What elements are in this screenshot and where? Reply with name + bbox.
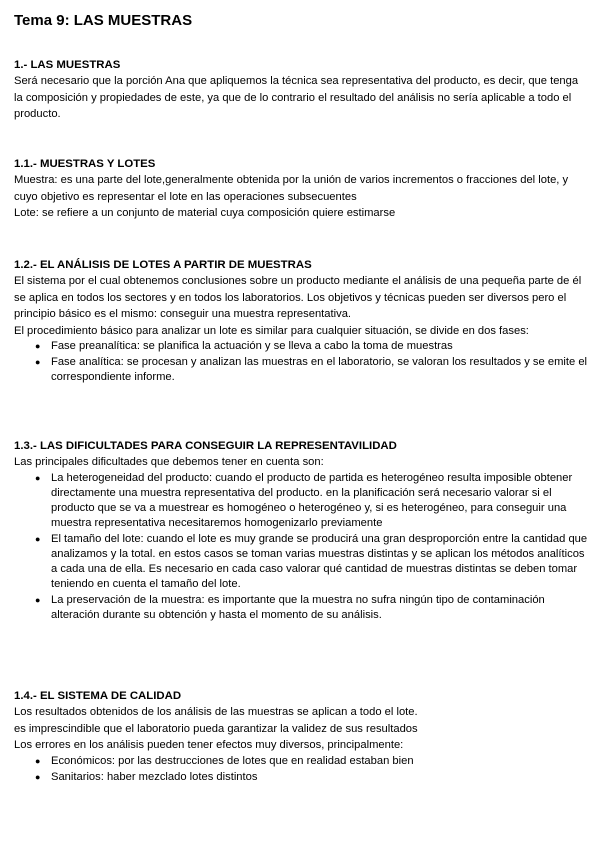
list-item [14, 770, 588, 785]
bullet-list [14, 339, 588, 385]
bullet-list [14, 471, 588, 623]
bullet-icon: ● [35, 341, 41, 351]
section-heading: 1.- LAS MUESTRAS [14, 59, 121, 71]
list-item [14, 471, 588, 531]
bullet-icon: ● [35, 357, 41, 367]
section-las-muestras [14, 57, 588, 123]
section-paragraph: Los resultados obtenidos de los análisis de las muestras se aplican a todo el lote. [14, 706, 418, 718]
document-title: Tema 9: LAS MUESTRAS [14, 12, 193, 29]
section-paragraph: Lote: se refiere a un conjunto de material cuya composición quiere estimarse [14, 207, 396, 219]
list-item-text: Sanitarios: haber mezclado lotes distintos [51, 770, 258, 783]
section-paragraph: es imprescindible que el laboratorio pueda garantizar la validez de sus resultados [14, 722, 418, 735]
section-paragraph: Los errores en los análisis pueden tener efectos muy diversos, principalmente: [14, 739, 404, 751]
section-dificultades [14, 438, 588, 624]
list-item-text: La heterogeneidad del producto: cuando el producto de partida es heterogéneo resulta imposible obtener directamente una muestra representativa del producto. en la planificación será necesario valorar si el producto que se va a muestrear es homogéneo o heterogéneo y, si es heterogéneo, para conseguir una muestra representativa necesitaremos homogenizarlo previamente [51, 471, 573, 529]
section-analisis-de-lotes [14, 257, 588, 386]
bullet-icon: ● [35, 771, 41, 782]
section-heading: 1.1.- MUESTRAS Y LOTES [14, 158, 156, 170]
bullet-icon: ● [35, 594, 41, 605]
list-item [14, 355, 588, 385]
section-heading: 1.4.- EL SISTEMA DE CALIDAD [14, 690, 182, 702]
section-paragraph: El sistema por el cual obtenemos conclusiones sobre un producto mediante el análisis de una pequeña parte de él se aplica en todos los sectores y en todos los laboratorios. Los objetivos y técnicas pueden ser diversos pero el principio básico es el mismo: conseguir una muestra representativa. [14, 275, 582, 320]
section-heading: 1.2.- EL ANÁLISIS DE LOTES A PARTIR DE MUESTRAS [14, 259, 312, 271]
section-heading: 1.3.- LAS DIFICULTADES PARA CONSEGUIR LA REPRESENTAVILIDAD [14, 440, 397, 452]
section-muestras-y-lotes [14, 156, 588, 222]
list-item-text: Económicos: por las destrucciones de lotes que en realidad estaban bien [51, 754, 414, 767]
bullet-list [14, 754, 588, 785]
list-item-text: Fase analítica: se procesan y analizan las muestras en el laboratorio, se valoran los resultados y se emite el correspondiente informe. [51, 356, 588, 383]
list-item [14, 532, 588, 592]
section-sistema-de-calidad [14, 688, 588, 786]
bullet-icon: ● [35, 533, 41, 544]
bullet-icon: ● [35, 755, 41, 766]
list-item-text: La preservación de la muestra: es importante que la muestra no sufra ningún tipo de contaminación alteración durante su obtención y hasta el momento de su análisis. [51, 593, 545, 621]
section-paragraph: Las principales dificultades que debemos tener en cuenta son: [14, 456, 324, 468]
list-item-text: Fase preanalítica: se planifica la actuación y se lleva a cabo la toma de muestras [51, 340, 453, 352]
bullet-icon: ● [35, 472, 41, 483]
section-paragraph: El procedimiento básico para analizar un lote es similar para cualquier situación, se divide en dos fases: [14, 324, 529, 337]
section-paragraph: Muestra: es una parte del lote,generalmente obtenida por la unión de varios incrementos o fracciones del lote, y cuyo objetivo es representar el lote en las operaciones subsecuentes [14, 174, 569, 203]
list-item [14, 339, 588, 354]
list-item [14, 754, 588, 769]
list-item [14, 593, 588, 623]
list-item-text: El tamaño del lote: cuando el lote es muy grande se producirá una gran desproporción entre la cantidad que analizamos y la total. en estos casos se toman varias muestras distintas y se aplican los métodos analíticos a cada una de ella. Es necesario en cada caso valorar qué cantidad de muestras distintas se deben tomar teniendo en cuenta el tamaño del lote. [51, 532, 588, 590]
section-paragraph: Será necesario que la porción Ana que apliquemos la técnica sea representativa del producto, es decir, que tenga la composición y propiedades de este, ya que de lo contrario el resultado del análisis no sería aplicable a todo el producto. [14, 75, 579, 120]
